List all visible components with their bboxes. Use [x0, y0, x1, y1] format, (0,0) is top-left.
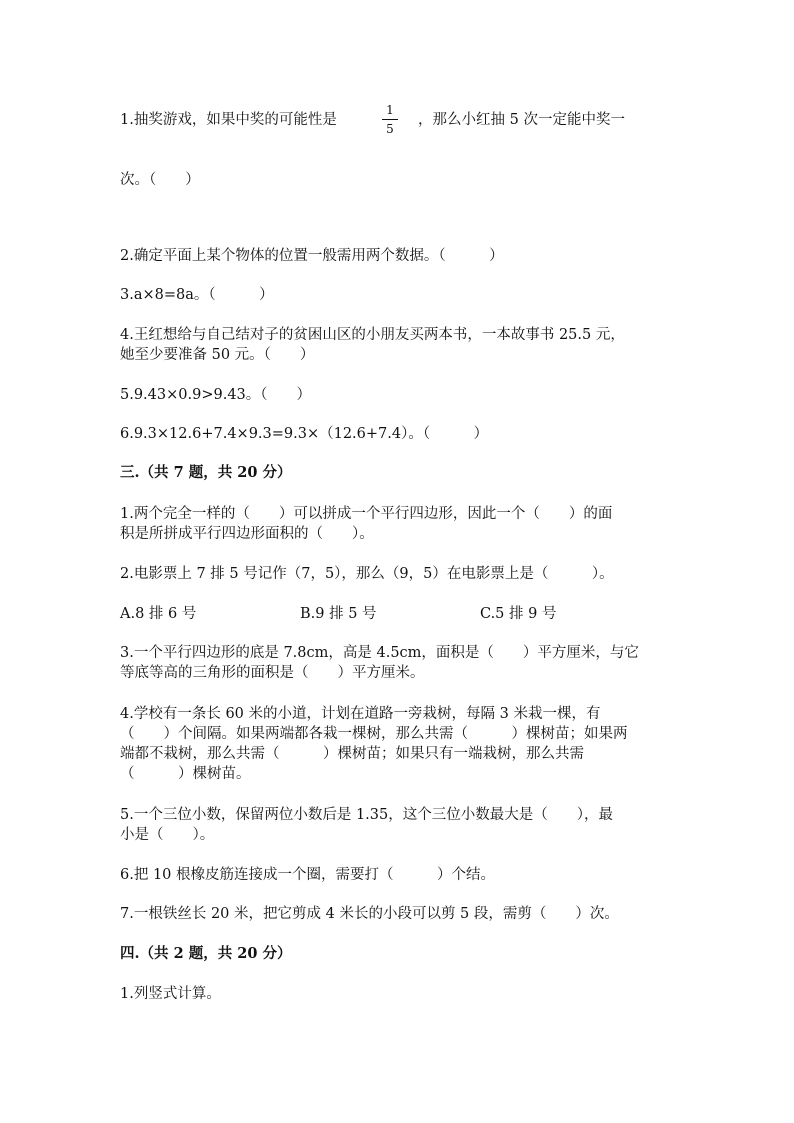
- s3-q5-line2: 小是（ ）。: [120, 827, 215, 843]
- judge-q1-line2: 次。（ ）: [120, 172, 200, 188]
- s3-q1-line1: 1.两个完全一样的（ ）可以拼成一个平行四边形，因此一个（ ）的面: [120, 506, 613, 522]
- s3-q3-line1: 3.一个平行四边形的底是 7.8cm，高是 4.5cm，面积是（ ）平方厘米，与它: [120, 645, 639, 661]
- s3-q4-line2: （ ）个间隔。如果两端都各栽一棵树，那么共需（ ）棵树苗；如果两: [120, 726, 628, 742]
- fraction-numerator: 1: [386, 103, 394, 117]
- judge-q1-text-before: 1.抽奖游戏，如果中奖的可能性是: [120, 112, 337, 128]
- s3-q3-line2: 等底等高的三角形的面积是（ ）平方厘米。: [120, 665, 425, 681]
- judge-q4-line1: 4.王红想给与自己结对子的贫困山区的小朋友买两本书，一本故事书 25.5 元，: [120, 327, 625, 343]
- s3-q4-line3: 端都不栽树，那么共需（ ）棵树苗；如果只有一端栽树，那么共需: [120, 746, 584, 762]
- s3-q1-line2: 积是所拼成平行四边形面积的（ ）。: [120, 526, 374, 542]
- s3-q2: 2.电影票上 7 排 5 号记作（7，5），那么（9，5）在电影票上是（ ）。: [120, 566, 614, 582]
- s3-q2-option-c: C.5 排 9 号: [480, 606, 557, 622]
- fraction-denominator: 5: [386, 122, 394, 136]
- s3-q2-option-a: A.8 排 6 号: [120, 606, 197, 622]
- judge-q1-text-after: ，那么小红抽 5 次一定能中奖一: [418, 112, 625, 128]
- s3-q5-line1: 5.一个三位小数，保留两位小数后是 1.35，这个三位小数最大是（ ），最: [120, 807, 613, 823]
- s3-q4-line1: 4.学校有一条长 60 米的小道，计划在道路一旁栽树，每隔 3 米栽一棵，有: [120, 706, 601, 722]
- judge-q6: 6.9.3×12.6+7.4×9.3=9.3×（12.6+7.4）。（ ）: [120, 426, 489, 442]
- s4-q1: 1.列竖式计算。: [120, 986, 221, 1002]
- judge-q5: 5.9.43×0.9>9.43。（ ）: [120, 387, 312, 403]
- judge-q3: 3.a×8=8a。（ ）: [120, 287, 274, 303]
- judge-q4-line2: 她至少要准备 50 元。（ ）: [120, 347, 315, 363]
- s3-q6: 6.把 10 根橡皮筋连接成一个圈，需要打（ ）个结。: [120, 867, 496, 883]
- section4-heading: 四.（共 2 题，共 20 分）: [120, 945, 292, 962]
- s3-q7: 7.一根铁丝长 20 米，把它剪成 4 米长的小段可以剪 5 段，需剪（ ）次。: [120, 906, 619, 922]
- fraction-one-fifth: [382, 103, 398, 136]
- s3-q2-option-b: B.9 排 5 号: [300, 606, 377, 622]
- judge-q2: 2.确定平面上某个物体的位置一般需用两个数据。（ ）: [120, 248, 504, 264]
- fraction-bar: [382, 119, 398, 120]
- section3-heading: 三.（共 7 题，共 20 分）: [120, 464, 292, 481]
- s3-q4-line4: （ ）棵树苗。: [120, 766, 251, 782]
